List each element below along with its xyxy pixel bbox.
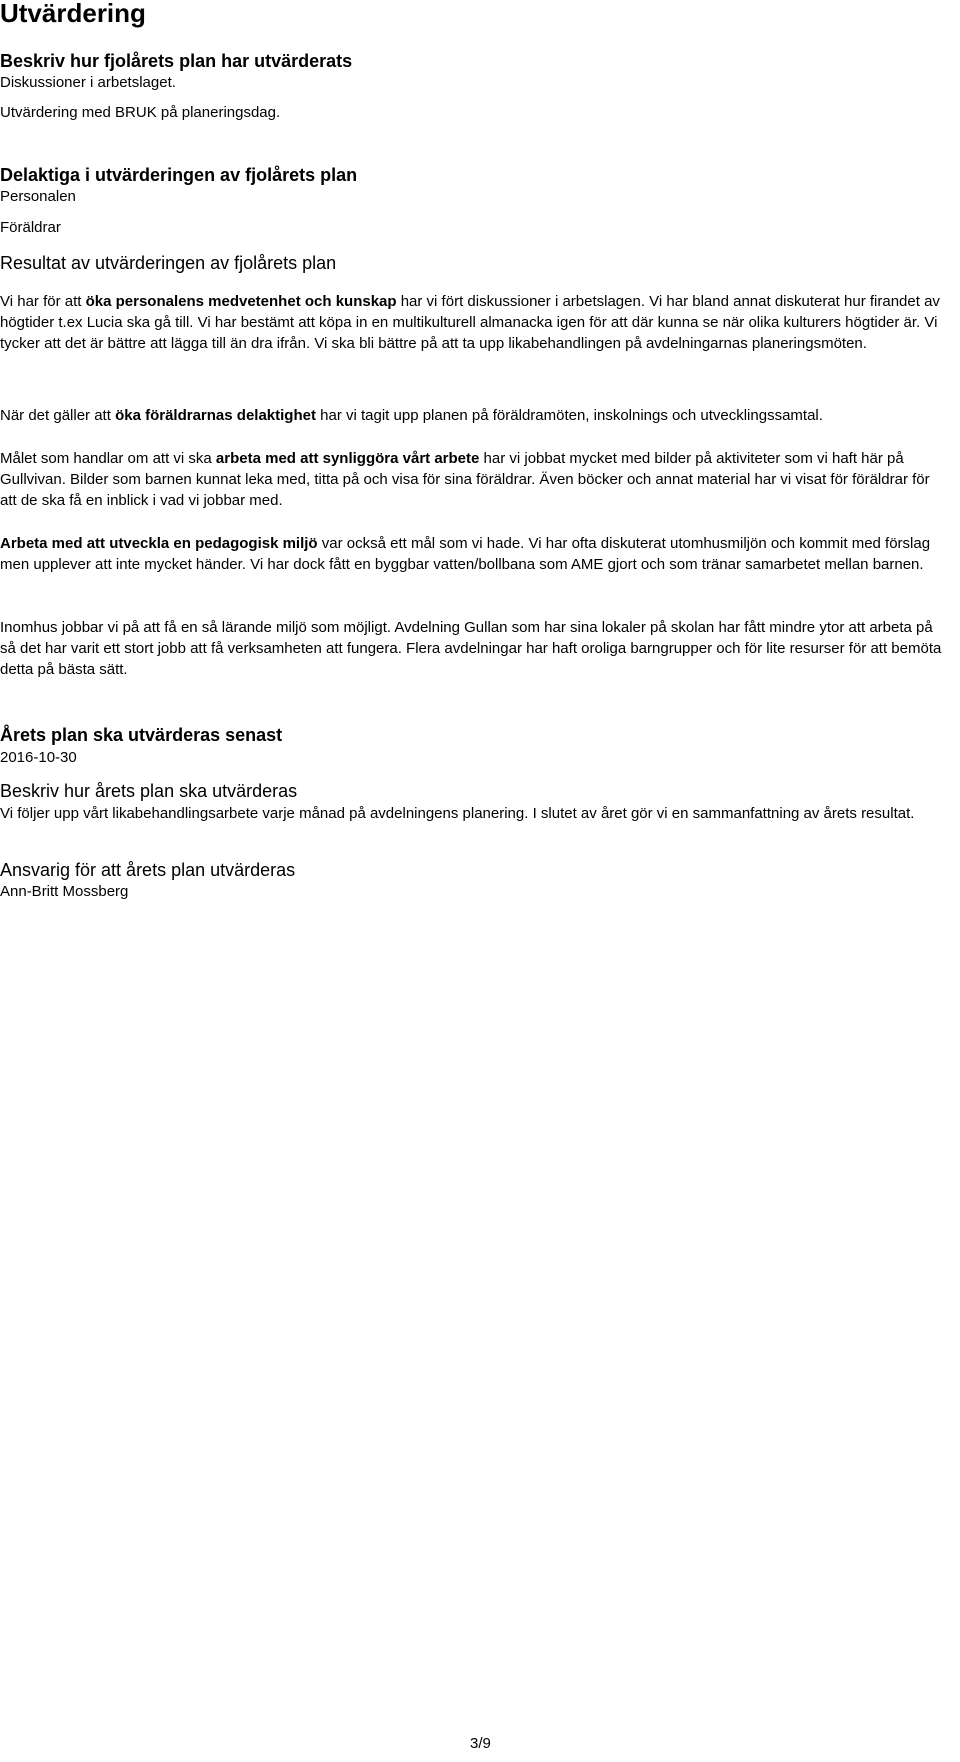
evaluation-method-line-1: Diskussioner i arbetslaget. [0, 74, 176, 91]
responsible-person: Ann-Britt Mossberg [0, 883, 129, 900]
participants-heading: Delaktiga i utvärderingen av fjolårets plan [0, 165, 358, 185]
results-goal-pedagogical-environment: Arbeta med att utveckla en pedagogisk miljö [0, 535, 318, 552]
evaluation-deadline-date: 2016-10-30 [0, 749, 77, 766]
results-paragraph-indoor: Inomhus jobbar vi på att få en så lärande miljö som möjligt. Avdelning Gullan som har sina lokaler på skolan har fått mindre ytor att arbeta på så det har varit ett stort jobb att få verksamheten att fungera. Flera avdelningar har haft oroliga barngrupper och för lite resurser för att bemöta detta på bästa sätt. [0, 619, 942, 678]
results-paragraph-parent-involvement: När det gäller att öka föräldrarnas delaktighet har vi tagit upp planen på föräldramöten, inskolnings och utvecklingssamtal. [0, 407, 823, 424]
evaluation-deadline-heading: Årets plan ska utvärderas senast [0, 725, 283, 745]
evaluation-plan-text: Vi följer upp vårt likabehandlingsarbete varje månad på avdelningens planering. I slutet av året gör vi en sammanfattning av årets resultat. [0, 805, 915, 822]
results-goal-parent-involvement: öka föräldrarnas delaktighet [115, 407, 316, 424]
participant-parents: Föräldrar [0, 219, 61, 236]
results-heading: Resultat av utvärderingen av fjolårets plan [0, 253, 337, 273]
participant-staff: Personalen [0, 188, 76, 205]
results-paragraph-staff-awareness: Vi har för att öka personalens medvetenhet och kunskap har vi fört diskussioner i arbetslagen. Vi har bland annat diskuterat hur firandet av högtider t.ex Lucia ska gå till. Vi har bestämt att köpa in en multikulturell almanacka igen för att där kunna se när olika kulturers högtider är. Vi tycker att det är bättre att lägga till än dra ifrån. Vi ska bli bättre på att ta upp likabehandlingen på avdelningarnas planeringsmöten. [0, 293, 940, 352]
page-number: 3/9 [470, 1735, 491, 1752]
responsible-heading: Ansvarig för att årets plan utvärderas [0, 860, 296, 880]
results-goal-visibility: arbeta med att synliggöra vårt arbete [215, 450, 480, 467]
page-title: Utvärdering [0, 0, 146, 28]
results-paragraph-visibility: Målet som handlar om att vi ska arbeta med att synliggöra vårt arbete har vi jobbat mycket med bilder på aktiviteter som vi haft här på Gullvivan. Bilder som barnen kunnat leka med, titta på och visa för sina föräldrar. Även böcker och annat material har vi visat för föräldrar för att de ska få en inblick i vad vi jobbar med. [0, 450, 930, 509]
evaluation-method-heading: Beskriv hur fjolårets plan har utvärderats [0, 51, 353, 71]
evaluation-plan-heading: Beskriv hur årets plan ska utvärderas [0, 781, 298, 801]
evaluation-method-line-2: Utvärdering med BRUK på planeringsdag. [0, 104, 281, 121]
results-goal-staff-awareness: öka personalens medvetenhet och kunskap [85, 293, 397, 310]
results-paragraph-pedagogical-environment: Arbeta med att utveckla en pedagogisk miljö var också ett mål som vi hade. Vi har ofta diskuterat utomhusmiljön och kommit med förslag men upplever att inte mycket händer. Vi har dock fått en byggbar vatten/bollbana som AME gjort och som tränar samarbetet mellan barnen. [0, 535, 931, 573]
